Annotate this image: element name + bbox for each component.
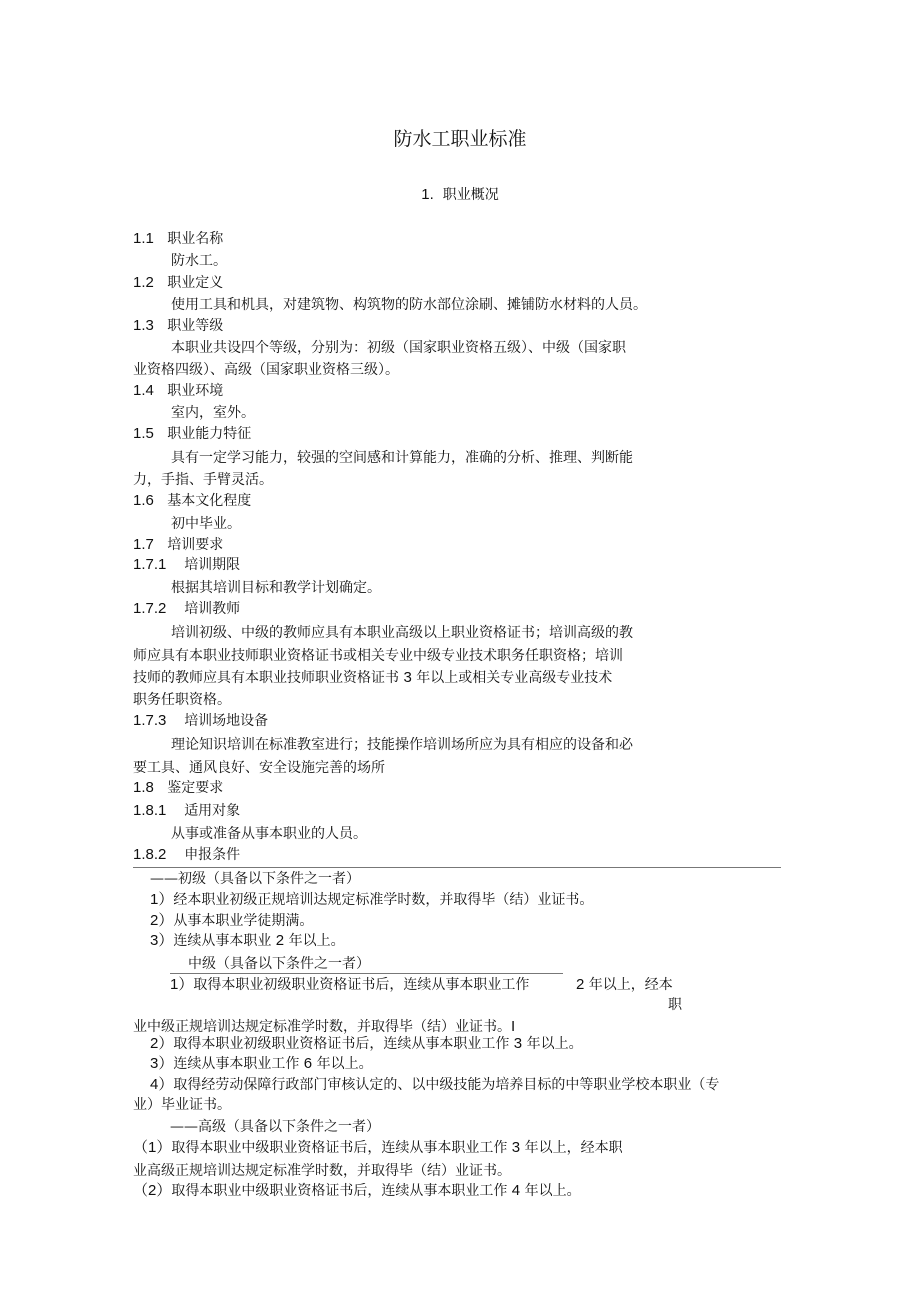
chapter-heading <box>0 186 920 204</box>
paragraph-line: 使用工具和机具，对建筑物、构筑物的防水部位涂刷、摊铺防水材料的人员。 <box>171 297 647 313</box>
list-text: 年以上。 <box>316 1056 373 1072</box>
level-heading-junior: ——初级（具备以下条件之一者） <box>150 871 360 887</box>
section-label: 职业定义 <box>167 275 224 291</box>
list-number: 2） <box>150 912 174 929</box>
section-heading <box>133 230 223 248</box>
list-text: 业中级正规培训达规定标准学时数，并取得毕（结）业证书。 <box>133 1019 511 1035</box>
paragraph-line: 室内，室外。 <box>171 405 255 421</box>
section-label: 培训场地设备 <box>184 713 269 729</box>
list-item <box>150 1035 583 1053</box>
section-label: 培训期限 <box>184 557 241 573</box>
list-text: 从事本职业学徒期满。 <box>173 913 314 929</box>
section-label: 职业名称 <box>167 231 224 247</box>
list-number: 1） <box>150 891 174 908</box>
list-text: 经本职业初级正规培训达规定标准学时数，并取得毕（结）业证书。 <box>173 892 594 908</box>
paragraph-line: 初中毕业。 <box>171 516 241 532</box>
paragraph-line: 具有一定学习能力，较强的空间感和计算能力，准确的分析、推理、判断能 <box>171 450 633 466</box>
paragraph-line: 要工具、通风良好、安全设施完善的场所 <box>133 760 385 776</box>
subsection-heading <box>133 712 268 730</box>
section-heading <box>133 779 223 797</box>
section-label: 适用对象 <box>184 803 241 819</box>
chapter-number: 1. <box>421 186 434 203</box>
list-text: 取得本职业中级职业资格证书后，连续从事本职业工作 <box>171 1183 508 1199</box>
list-item <box>150 891 593 909</box>
paragraph-line: 根据其培训目标和教学计划确定。 <box>171 580 381 596</box>
list-item <box>170 976 529 994</box>
section-number: 1.1 <box>133 230 154 247</box>
list-text-fragment: 职 <box>668 997 682 1013</box>
list-text: 年以上，经本职 <box>524 1140 623 1156</box>
paragraph-line: 职务任职资格。 <box>133 692 231 708</box>
section-heading <box>133 492 251 510</box>
section-label: 申报条件 <box>184 847 241 863</box>
horizontal-rule <box>133 867 781 868</box>
list-text: 年以上。 <box>526 1036 583 1052</box>
number-run: 6 <box>303 1055 313 1072</box>
section-label: 培训教师 <box>184 601 241 617</box>
subsection-heading <box>133 846 240 864</box>
subsection-heading <box>133 802 240 820</box>
list-item <box>150 1055 373 1073</box>
list-item <box>150 912 313 930</box>
number-run: 3 <box>513 1035 523 1052</box>
section-number: 1.7.2 <box>133 600 167 617</box>
section-number: 1.2 <box>133 274 154 291</box>
number-run: 2 <box>576 976 585 993</box>
section-heading <box>133 274 223 292</box>
stray-mark: I <box>511 1018 516 1035</box>
section-number: 1.6 <box>133 492 154 509</box>
list-number: 2） <box>150 1035 174 1052</box>
section-number: 1.7.3 <box>133 712 167 729</box>
chapter-title: 职业概况 <box>442 187 499 203</box>
list-number: 3） <box>150 932 174 949</box>
text-run: 年以上或相关专业高级专业技术 <box>416 670 613 686</box>
paragraph-line: 理论知识培训在标准教室进行；技能操作培训场所应为具有相应的设备和必 <box>171 737 633 753</box>
paragraph-line <box>133 669 612 687</box>
text-run: 技师的教师应具有本职业技师职业资格证书 <box>133 670 399 686</box>
list-text: 取得经劳动保障行政部门审核认定的、以中级技能为培养目标的中等职业学校本职业（专 <box>173 1077 720 1093</box>
level-heading-middle: 中级（具备以下条件之一者） <box>188 956 370 972</box>
level-heading-senior: ——高级（具备以下条件之一者） <box>170 1119 380 1135</box>
list-number: 3） <box>150 1055 174 1072</box>
section-heading <box>133 536 223 554</box>
number-run: 2 <box>275 932 285 949</box>
number-run: 4 <box>511 1182 521 1199</box>
paragraph-line: 业高级正规培训达规定标准学时数，并取得毕（结）业证书。 <box>133 1163 511 1179</box>
list-text-tail <box>576 976 673 994</box>
subsection-heading <box>133 600 240 618</box>
section-heading <box>133 317 223 335</box>
section-label: 基本文化程度 <box>167 493 252 509</box>
paragraph-line: 防水工。 <box>171 253 227 269</box>
section-label: 培训要求 <box>167 537 224 553</box>
list-text: 连续从事本职业 <box>173 933 272 949</box>
list-number: （1） <box>133 1139 172 1156</box>
list-text: 年以上，经本 <box>588 977 673 993</box>
list-item <box>150 932 345 950</box>
number-run: 3 <box>511 1139 521 1156</box>
list-text: 年以上。 <box>524 1183 581 1199</box>
section-label: 鉴定要求 <box>167 780 224 796</box>
number-run: 3 <box>403 669 412 686</box>
page-title: 防水工职业标准 <box>393 128 527 150</box>
paragraph-line: 力，手指、手臂灵活。 <box>133 472 273 488</box>
subsection-heading <box>133 556 240 574</box>
list-text: 取得本职业中级职业资格证书后，连续从事本职业工作 <box>171 1140 508 1156</box>
paragraph-line: 本职业共设四个等级，分别为：初级（国家职业资格五级）、中级（国家职 <box>171 340 626 356</box>
list-number: 1） <box>170 976 194 993</box>
list-text: 连续从事本职业工作 <box>173 1056 300 1072</box>
section-number: 1.8.1 <box>133 802 167 819</box>
section-heading <box>133 425 251 443</box>
section-number: 1.8 <box>133 779 154 796</box>
list-text: 年以上。 <box>288 933 345 949</box>
horizontal-rule <box>170 973 563 974</box>
section-number: 1.7 <box>133 536 154 553</box>
list-number: 4） <box>150 1076 174 1093</box>
list-item <box>133 1139 623 1157</box>
section-heading <box>133 382 223 400</box>
paragraph-line: 师应具有本职业技师职业资格证书或相关专业中级专业技术职务任职资格；培训 <box>133 648 623 664</box>
paragraph-line <box>133 1018 515 1036</box>
list-text: 取得本职业初级职业资格证书后，连续从事本职业工作 <box>193 977 530 993</box>
list-item <box>133 1182 581 1200</box>
list-text: 取得本职业初级职业资格证书后，连续从事本职业工作 <box>173 1036 510 1052</box>
section-number: 1.7.1 <box>133 556 167 573</box>
paragraph-line: 业）毕业证书。 <box>133 1097 231 1113</box>
section-number: 1.8.2 <box>133 846 167 863</box>
section-label: 职业环境 <box>167 383 224 399</box>
section-label: 职业等级 <box>167 318 224 334</box>
paragraph-line: 业资格四级）、高级（国家职业资格三级）。 <box>133 362 399 378</box>
section-label: 职业能力特征 <box>167 426 252 442</box>
paragraph-line: 培训初级、中级的教师应具有本职业高级以上职业资格证书；培训高级的教 <box>171 625 633 641</box>
section-number: 1.5 <box>133 425 154 442</box>
section-number: 1.4 <box>133 382 154 399</box>
section-number: 1.3 <box>133 317 154 334</box>
list-item <box>150 1076 719 1094</box>
paragraph-line: 从事或准备从事本职业的人员。 <box>171 826 367 842</box>
list-number: （2） <box>133 1182 172 1199</box>
